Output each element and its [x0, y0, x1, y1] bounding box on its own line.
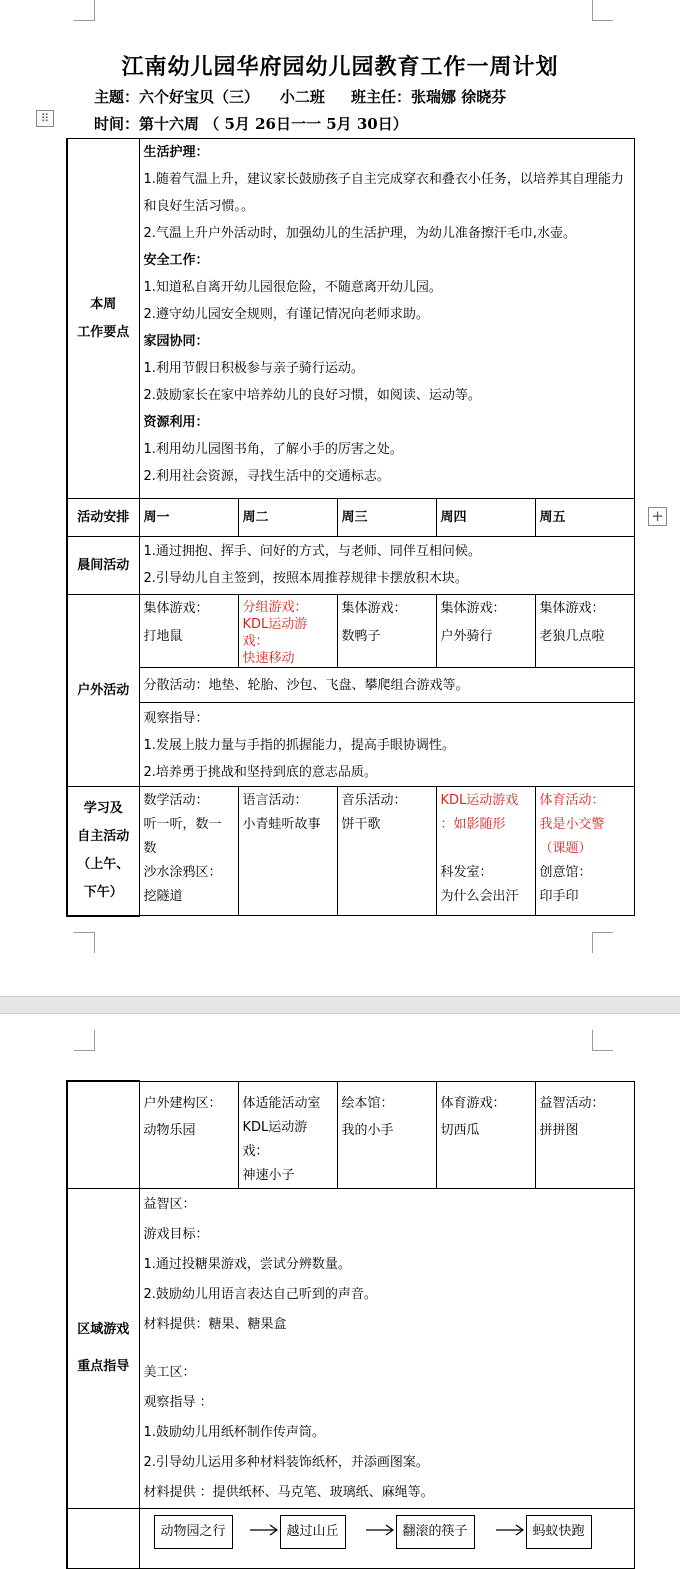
flow-label-cell	[67, 1508, 139, 1568]
section-heading: 资源利用：	[143, 415, 209, 430]
learning-mon: 数学活动： 听一听，数一数 沙水涂鸦区： 挖隧道	[139, 787, 238, 916]
focus-item: 2.遵守幼儿园安全规则，有谨记情况向老师求助。	[143, 307, 429, 322]
crop-mark	[592, 1030, 613, 1051]
focus-item: 1.利用节假日积极参与亲子骑行运动。	[143, 361, 364, 376]
day-header-tue: 周二	[238, 499, 337, 537]
focus-item: 1.利用幼儿园图书角，了解小手的厉害之处。	[143, 442, 403, 457]
focus-item: 2.气温上升户外活动时，加强幼儿的生活护理，为幼儿准备擦汗毛巾,水壶。	[143, 226, 577, 241]
flow-step: 翻滚的筷子	[396, 1515, 475, 1549]
learning-wed: 音乐活动： 饼干歌	[337, 787, 436, 916]
morning-label: 晨间活动	[67, 537, 139, 595]
arrow-right-icon	[250, 1522, 280, 1538]
activity-mon: 户外建构区： 动物乐园	[139, 1081, 238, 1188]
flow-step: 动物园之行	[154, 1515, 233, 1549]
weekly-plan-table-continued	[66, 1080, 635, 1569]
flow-step: 越过山丘	[280, 1515, 346, 1549]
outdoor-scattered: 分散活动：地垫、轮胎、沙包、飞盘、攀爬组合游戏等。	[139, 668, 634, 703]
week-focus-label: 本周 工作要点	[67, 139, 139, 499]
outdoor-label: 户外活动	[67, 595, 139, 787]
focus-item: 1.随着气温上升，建议家长鼓励孩子自主完成穿衣和叠衣小任务，以培养其自理能力和良好生活习惯。。	[143, 172, 624, 214]
page-gap	[0, 996, 680, 1014]
day-header-thu: 周四	[436, 499, 535, 537]
game-flow	[140, 1509, 634, 1549]
morning-content	[139, 537, 634, 595]
day-header-fri: 周五	[535, 499, 634, 537]
focus-item: 1.知道私自离开幼儿园很危险，不随意离开幼儿园。	[143, 280, 442, 295]
crop-mark	[74, 1030, 95, 1051]
flow-content	[139, 1508, 634, 1568]
section-heading: 安全工作：	[143, 253, 209, 268]
weekly-plan-table	[66, 138, 635, 917]
section-heading: 家园协同：	[143, 334, 209, 349]
learning-thu: KDL运动游戏 ：如影随形 科发室： 为什么会出汗	[436, 787, 535, 916]
time-line: 时间：第十六周 （ 5月 26日一一 5月 30日）	[94, 115, 408, 133]
document-title: 江南幼儿园华府园幼儿园教育工作一周计划	[121, 54, 559, 80]
table-move-handle-icon[interactable]: ⠿	[36, 110, 54, 127]
learning-label: 学习及 自主活动 （上午、 下午）	[67, 787, 139, 916]
outdoor-game-wed: 集体游戏： 数鸭子	[337, 595, 436, 668]
schedule-label: 活动安排	[67, 499, 139, 537]
week-focus-content	[139, 139, 634, 499]
section-heading: 生活护理：	[143, 145, 209, 160]
activity-thu: 体育游戏： 切西瓜	[436, 1081, 535, 1188]
puzzle-area-title: 益智区：	[143, 1196, 196, 1212]
activity-tue: 体适能活动室 KDL运动游戏： 神速小子	[238, 1081, 337, 1188]
area-games-label: 区域游戏 重点指导	[67, 1188, 139, 1508]
arrow-right-icon	[496, 1522, 526, 1538]
art-area-title: 美工区：	[143, 1364, 196, 1380]
arrow-right-icon	[366, 1522, 396, 1538]
crop-mark	[592, 0, 613, 21]
morning-item: 2.引导幼儿自主签到，按照本周推荐规律卡摆放积木块。	[143, 571, 468, 586]
add-column-plus-icon[interactable]: +	[648, 507, 667, 526]
learning-tue: 语言活动： 小青蛙听故事	[238, 787, 337, 916]
morning-item: 1.通过拥抱、挥手、问好的方式，与老师、同伴互相问候。	[143, 544, 481, 559]
activity-fri: 益智活动： 拼拼图	[535, 1081, 634, 1188]
focus-item: 2.利用社会资源，寻找生活中的交通标志。	[143, 469, 390, 484]
continued-label-cell	[67, 1081, 139, 1188]
outdoor-game-mon: 集体游戏： 打地鼠	[139, 595, 238, 668]
activity-wed: 绘本馆： 我的小手	[337, 1081, 436, 1188]
crop-mark	[74, 0, 95, 21]
day-header-wed: 周三	[337, 499, 436, 537]
crop-mark	[74, 932, 95, 953]
outdoor-game-tue: 分组游戏： KDL运动游戏： 快速移动	[238, 595, 337, 668]
outdoor-game-fri: 集体游戏： 老狼几点啦	[535, 595, 634, 668]
outdoor-game-thu: 集体游戏： 户外骑行	[436, 595, 535, 668]
document-page-2	[0, 1014, 680, 1539]
crop-mark	[592, 932, 613, 953]
theme-line: 主题：六个好宝贝（三） 小二班 班主任：张瑞娜 徐晓芬	[94, 88, 507, 106]
learning-fri: 体育活动： 我是小交警 （课题） 创意馆： 印手印	[535, 787, 634, 916]
outdoor-observe: 观察指导： 1.发展上肢力量与手指的抓握能力，提高手眼协调性。 2.培养勇于挑战和坚持到底的意志品质。	[139, 703, 634, 787]
focus-item: 2.鼓励家长在家中培养幼儿的良好习惯，如阅读、运动等。	[143, 388, 481, 403]
day-header-mon: 周一	[139, 499, 238, 537]
flow-step: 蚂蚁快跑	[526, 1515, 592, 1549]
area-games-content: 益智区： 游戏目标： 1.通过投糖果游戏，尝试分辨数量。 2.鼓励幼儿用语言表达自己听到的声音。 材料提供：糖果、糖果盒 美工区： 观察指导 ： 1.鼓励幼儿用纸杯制作传声筒。 2.引导幼儿运用多种材料装饰纸杯，并添画图案。 材料提供 ：提供纸杯、马克笔、玻璃纸、麻绳等。	[139, 1188, 634, 1508]
